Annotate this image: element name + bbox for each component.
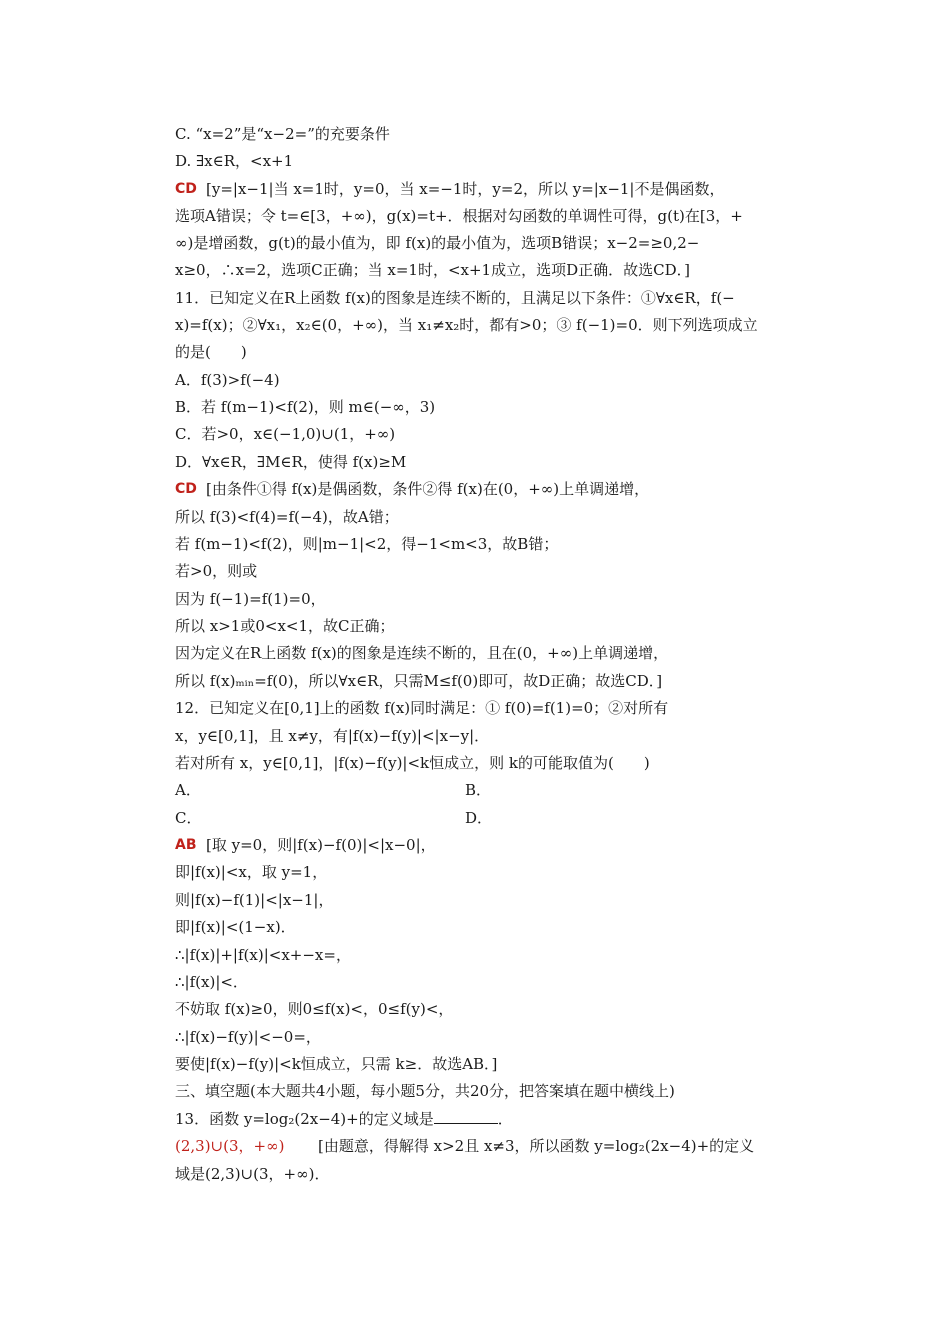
solution-line: x≥0，∴x=2，选项C正确；当 x=1时，<x+1成立，选项D正确．故选CD．] bbox=[175, 261, 690, 279]
solution-line: [由条件①得 f(x)是偶函数，条件②得 f(x)在(0，+∞)上单调递增， bbox=[206, 480, 650, 498]
option-a-q11: A．f(3)>f(−4) bbox=[175, 371, 280, 389]
answer-q11: CD bbox=[175, 481, 197, 497]
solution-line: 若>0，则或 bbox=[175, 562, 258, 580]
solution-line: [y=|x−1|当 x=1时，y=0，当 x=−1时，y=2，所以 y=|x−1|不是偶函数， bbox=[206, 180, 725, 198]
solution-line: 域是(2,3)∪(3，+∞)． bbox=[175, 1165, 330, 1183]
solution-line: ∴|f(x)|<． bbox=[175, 973, 248, 991]
solution-line: 即|f(x)|<(1−x)． bbox=[175, 918, 296, 936]
solution-line: 所以 x>1或0<x<1，故C正确； bbox=[175, 617, 395, 635]
solution-line: ∴|f(x)|+|f(x)|<x+−x=， bbox=[175, 946, 351, 964]
answer-q10: CD bbox=[175, 181, 197, 197]
option-b-q11: B．若 f(m−1)<f(2)，则 m∈(−∞，3) bbox=[175, 398, 436, 416]
solution-line: [由题意，得解得 x>2且 x≠3，所以函数 y=log₂(2x−4)+的定义 bbox=[318, 1137, 755, 1155]
answer-blank[interactable] bbox=[434, 1109, 498, 1124]
question-11-stem: 11．已知定义在R上函数 f(x)的图象是连续不断的，且满足以下条件：①∀x∈R，f(− bbox=[175, 289, 735, 307]
option-a-q12: A． bbox=[175, 781, 201, 799]
solution-line: 因为 f(−1)=f(1)=0， bbox=[175, 590, 326, 608]
section-heading-fill-in: 三、填空题(本大题共4小题，每小题5分，共20分，把答案填在题中横线上) bbox=[175, 1082, 675, 1100]
option-d-q11: D．∀x∈R，∃M∈R，使得 f(x)≥M bbox=[175, 453, 407, 471]
solution-line: 要使|f(x)−f(y)|<k恒成立，只需 k≥．故选AB．] bbox=[175, 1055, 498, 1073]
question-11-stem: 的是( ) bbox=[175, 343, 247, 361]
option-c-q12: C． bbox=[175, 809, 202, 827]
option-c-q11: C．若>0，x∈(−1,0)∪(1，+∞) bbox=[175, 425, 396, 443]
question-13-text: 13．函数 y=log₂(2x−4)+的定义域是 bbox=[175, 1110, 434, 1128]
solution-line: 则|f(x)−f(1)|<|x−1|， bbox=[175, 891, 334, 909]
option-b-q12: B． bbox=[465, 781, 492, 799]
solution-line: ∞)是增函数，g(t)的最小值为，即 f(x)的最小值为，选项B错误；x−2=≥0,2− bbox=[175, 234, 700, 252]
solution-line: 所以 f(3)<f(4)=f(−4)，故A错； bbox=[175, 508, 399, 526]
solution-line: [取 y=0，则|f(x)−f(0)|<|x−0|， bbox=[206, 836, 436, 854]
option-d-q10: D. ∃x∈R，<x+1 bbox=[175, 152, 294, 170]
question-11-stem: x)=f(x)；②∀x₁，x₂∈(0，+∞)，当 x₁≠x₂时，都有>0；③ f(−1)=0．则下列选项成立 bbox=[175, 316, 758, 334]
option-c-q10: C. “x=2”是“x−2=”的充要条件 bbox=[175, 125, 390, 143]
solution-line: 因为定义在R上函数 f(x)的图象是连续不断的，且在(0，+∞)上单调递增， bbox=[175, 644, 669, 662]
solution-line: 若 f(m−1)<f(2)，则|m−1|<2，得−1<m<3，故B错； bbox=[175, 535, 559, 553]
question-12-stem: x，y∈[0,1]，且 x≠y，有|f(x)−f(y)|<|x−y|． bbox=[175, 727, 490, 745]
solution-line: 所以 f(x)ₘᵢₙ=f(0)，所以∀x∈R，只需M≤f(0)即可，故D正确；故选CD．] bbox=[175, 672, 663, 690]
solution-line: 不妨取 f(x)≥0，则0≤f(x)<，0≤f(y)<， bbox=[175, 1000, 454, 1018]
solution-line: ∴|f(x)−f(y)|<−0=， bbox=[175, 1028, 321, 1046]
question-12-stem: 若对所有 x，y∈[0,1]，|f(x)−f(y)|<k恒成立，则 k的可能取值为( ) bbox=[175, 754, 650, 772]
solution-line: 选项A错误；令 t=∈[3，+∞)，g(x)=t+．根据对勾函数的单调性可得，g(t)在[3，+ bbox=[175, 207, 743, 225]
answer-q13: (2,3)∪(3，+∞) bbox=[175, 1137, 285, 1155]
answer-q12: AB bbox=[175, 837, 197, 853]
option-d-q12: D． bbox=[465, 809, 493, 827]
question-13-period: ． bbox=[497, 1110, 513, 1128]
solution-line: 即|f(x)|<x，取 y=1， bbox=[175, 863, 328, 881]
question-12-stem: 12．已知定义在[0,1]上的函数 f(x)同时满足：① f(0)=f(1)=0；②对所有 bbox=[175, 699, 669, 717]
question-13-stem bbox=[175, 1109, 513, 1129]
